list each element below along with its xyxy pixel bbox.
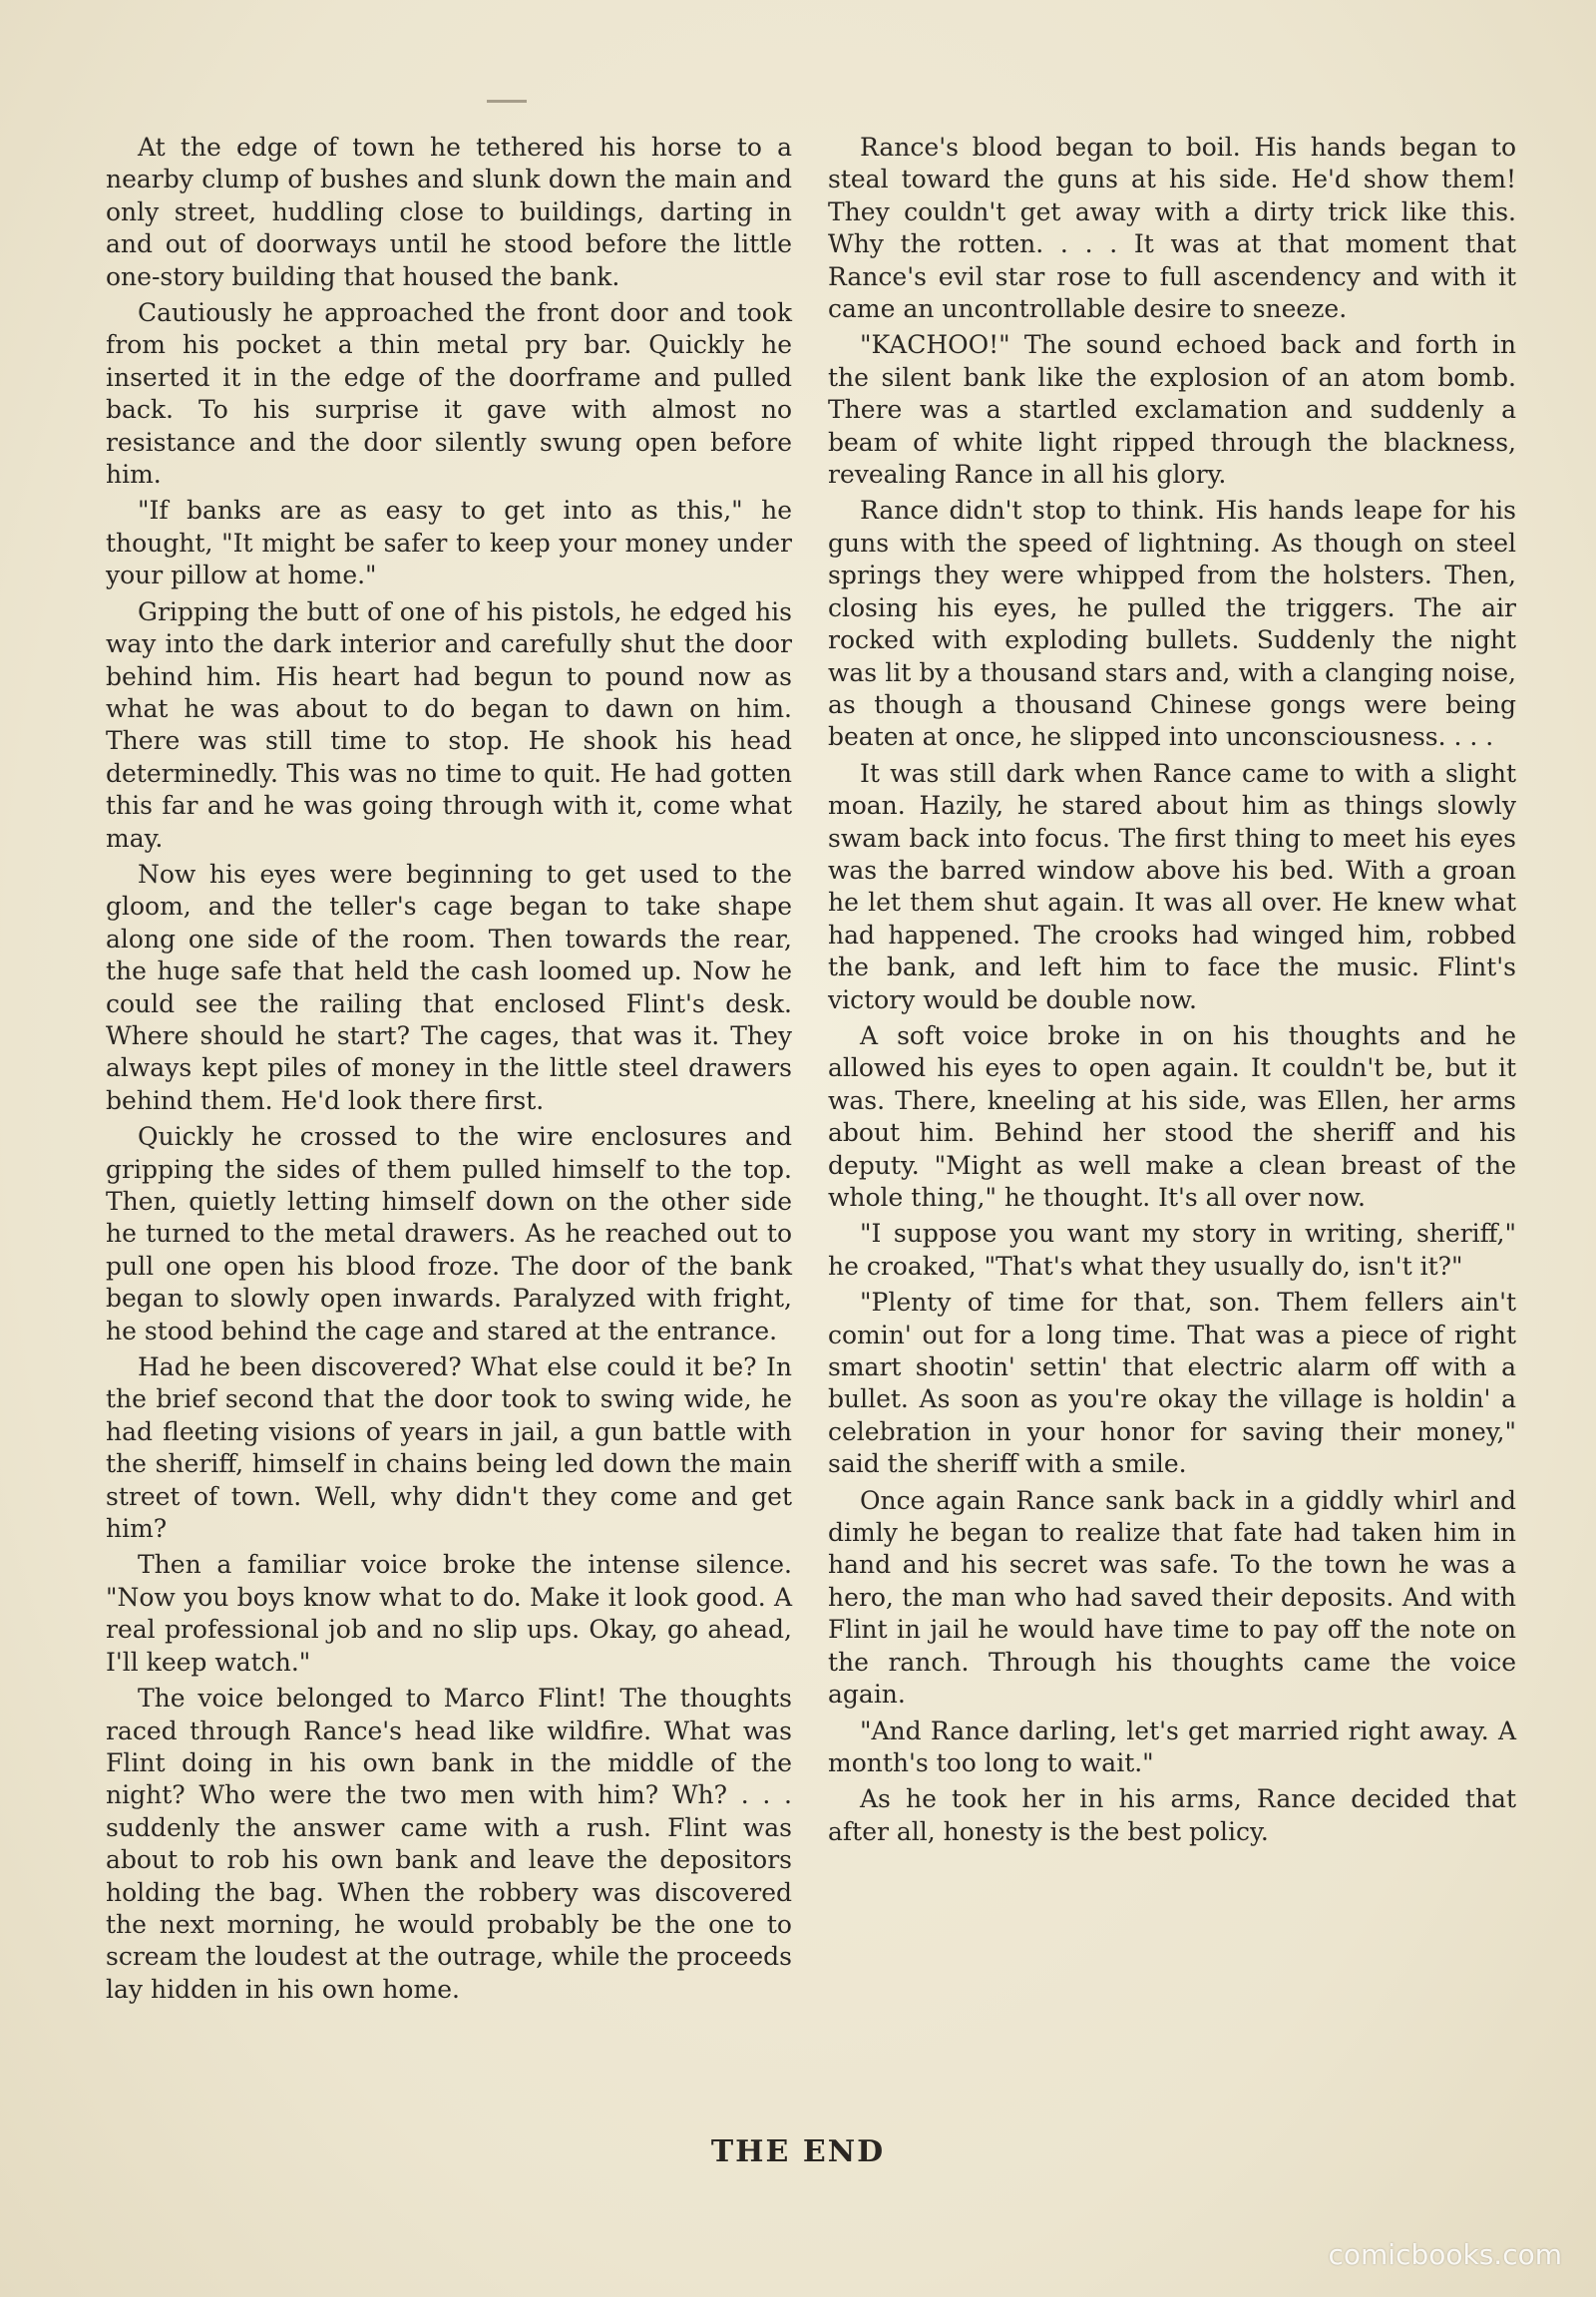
paragraph: Rance didn't stop to think. His hands leape for his guns with the speed of lightning. As though on steel springs they were whipped from the holsters. Then, closing his eyes, he pulled the triggers. The air rocked with exploding bullets. Suddenly the night was lit by a thousand stars and, with a clanging noise, as though a thousand Chinese gongs were being beaten at once, he slipped into unconsciousness. . . . <box>828 496 1516 752</box>
watermark: comicbooks.com <box>1328 2238 1562 2271</box>
paragraph: "Plenty of time for that, son. Them fellers ain't comin' out for a long time. That was a piece of right smart shootin' settin' that electric alarm off with a bullet. As soon as you're okay the village is holdin' a celebration in your honor for saving their money," said the sheriff with a smile. <box>828 1288 1516 1479</box>
right-column <box>828 132 1516 1848</box>
paragraph: Quickly he crossed to the wire enclosures and gripping the sides of them pulled himself to the top. Then, quietly letting himself down on the other side he turned to the metal drawers. As he reached out to pull one open his blood froze. The door of the bank began to slowly open inwards. Paralyzed with fright, he stood behind the cage and stared at the entrance. <box>106 1122 792 1345</box>
paragraph: As he took her in his arms, Rance decided that after all, honesty is the best policy. <box>828 1784 1516 1846</box>
paragraph: Gripping the butt of one of his pistols, he edged his way into the dark interior and carefully shut the door behind him. His heart had begun to pound now as what he was about to do began to dawn on him. There was still time to stop. He shook his head determinedly. This was no time to quit. He had gotten this far and he was going through with it, come what may. <box>106 596 792 853</box>
paragraph: Rance's blood began to boil. His hands began to steal toward the guns at his side. He'd show them! They couldn't get away with a dirty trick like this. Why the rotten. . . . It was at that moment that Rance's evil star rose to full ascendency and with it came an uncontrollable desire to sneeze. <box>828 133 1516 324</box>
the-end-label: THE END <box>710 2134 886 2169</box>
paragraph: Had he been discovered? What else could it be? In the brief second that the door took to swing wide, he had fleeting visions of years in jail, a gun battle with the sheriff, himself in chains being led down the main street of town. Well, why didn't they come and get him? <box>106 1352 792 1544</box>
paragraph: A soft voice broke in on his thoughts and he allowed his eyes to open again. It couldn't be, but it was. There, kneeling at his side, was Ellen, her arms about him. Behind her stood the sheriff and his deputy. "Might as well make a clean breast of the whole thing," he thought. It's all over now. <box>828 1020 1516 1212</box>
paragraph: "I suppose you want my story in writing, sheriff," he croaked, "That's what they usually do, isn't it?" <box>828 1219 1516 1281</box>
paragraph: "And Rance darling, let's get married right away. A month's too long to wait." <box>828 1716 1516 1777</box>
top-decoration <box>487 100 527 103</box>
paragraph: "If banks are as easy to get into as this," he thought, "It might be safer to keep your money under your pillow at home." <box>106 496 792 590</box>
paragraph: The voice belonged to Marco Flint! The thoughts raced through Rance's head like wildfire. What was Flint doing in his own bank in the middle of the night? Who were the two men with him? Wh? . . . suddenly the answer came with a rush. Flint was about to rob his own bank and leave the depositors holding the bag. When the robbery was discovered the next morning, he would probably be the one to scream the loudest at the outrage, while the proceeds lay hidden in his own home. <box>106 1684 792 2004</box>
left-column <box>106 132 792 2006</box>
paragraph: It was still dark when Rance came to with a slight moan. Hazily, he stared about him as things slowly swam back into focus. The first thing to meet his eyes was the barred window above his bed. With a groan he let them shut again. It was all over. He knew what had happened. The crooks had winged him, robbed the bank, and left him to face the music. Flint's victory would be double now. <box>828 758 1516 1014</box>
paragraph: Then a familiar voice broke the intense silence. "Now you boys know what to do. Make it look good. A real professional job and no slip ups. Okay, go ahead, I'll keep watch." <box>106 1550 792 1677</box>
paragraph: Now his eyes were beginning to get used to the gloom, and the teller's cage began to take shape along one side of the room. Then towards the rear, the huge safe that held the cash loomed up. Now he could see the railing that enclosed Flint's desk. Where should he start? The cages, that was it. They always kept piles of money in the little steel drawers behind them. He'd look there first. <box>106 859 792 1115</box>
paragraph: At the edge of town he tethered his horse to a nearby clump of bushes and slunk down the main and only street, huddling close to buildings, darting in and out of doorways until he stood before the little one-story building that housed the bank. <box>106 133 792 291</box>
paragraph: "KACHOO!" The sound echoed back and forth in the silent bank like the explosion of an atom bomb. There was a startled exclamation and suddenly a beam of white light ripped through the blackness, revealing Rance in all his glory. <box>828 330 1516 490</box>
paragraph: Cautiously he approached the front door and took from his pocket a thin metal pry bar. Quickly he inserted it in the edge of the doorframe and pulled back. To his surprise it gave with almost no resistance and the door silently swung open before him. <box>106 298 792 490</box>
paragraph: Once again Rance sank back in a giddly whirl and dimly he began to realize that fate had taken him in hand and his secret was safe. To the town he was a hero, the man who had saved their deposits. And with Flint in jail he would have time to pay off the note on the ranch. Through his thoughts came the voice again. <box>828 1485 1516 1710</box>
